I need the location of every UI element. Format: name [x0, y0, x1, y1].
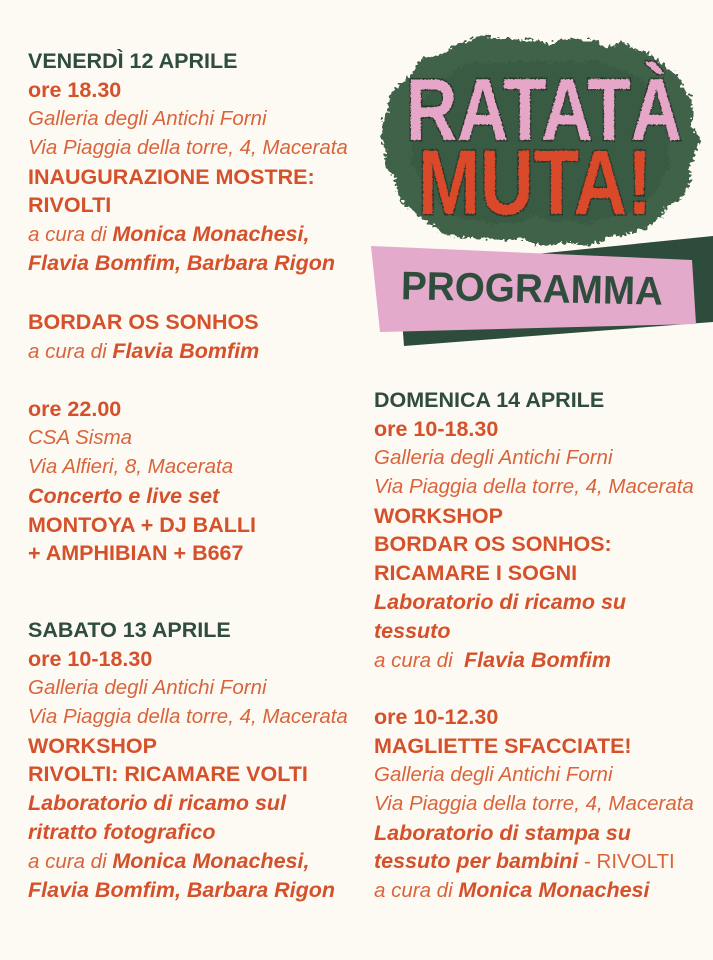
event-description-line1: Laboratorio di stampa su	[374, 820, 631, 845]
sunday-day-heading: DOMENICA 14 APRILE	[374, 388, 605, 412]
event-title: MAGLIETTE SFACCIATE!	[374, 733, 632, 758]
saturday-day-heading: SABATO 13 APRILE	[28, 618, 231, 642]
curator-prefix: a cura di	[28, 223, 113, 247]
event-description-suffix: - RIVOLTI	[578, 850, 675, 874]
event-venue: Galleria degli Antichi Forni	[374, 762, 613, 786]
curator-prefix: a cura di	[28, 339, 113, 363]
event-type: WORKSHOP	[28, 733, 157, 758]
event-venue: CSA Sisma	[28, 425, 133, 449]
event-curators-line1	[28, 847, 348, 876]
curator-names: Monica Monachesi,	[112, 222, 310, 247]
curator-prefix: a cura di	[374, 649, 465, 673]
event-lineup-line1: MONTOYA + DJ BALLI	[28, 512, 256, 537]
saturday-section	[28, 616, 348, 905]
event-time: ore 18.30	[28, 77, 122, 102]
event-lineup-line2: + AMPHIBIAN + B667	[28, 541, 244, 566]
event-venue: Galleria degli Antichi Forni	[28, 675, 267, 699]
event-description-text: tessuto per bambini	[374, 849, 579, 874]
friday-exhibition-section	[28, 308, 259, 366]
friday-day-heading: VENERDÌ 12 APRILE	[28, 49, 238, 73]
logo-word-muta: MUTA!	[418, 132, 652, 234]
curator-names: Flavia Bomfim	[112, 338, 260, 363]
event-time: ore 22.00	[28, 397, 122, 421]
event-description-line2: ritratto fotografico	[28, 820, 216, 845]
event-address: Via Piaggia della torre, 4, Macerata	[374, 791, 694, 815]
event-title: BORDAR OS SONHOS	[28, 310, 259, 334]
event-address: Via Piaggia della torre, 4, Macerata	[28, 704, 348, 728]
event-time: ore 10-18.30	[374, 416, 499, 441]
event-address: Via Piaggia della torre, 4, Macerata	[28, 135, 348, 159]
logo-word-ratata: RATATÀ	[406, 60, 682, 159]
event-description-line2: tessuto	[374, 619, 451, 644]
event-title-line2: RICAMARE I SOGNI	[374, 561, 578, 586]
event-curators	[374, 876, 694, 905]
event-curators	[28, 337, 259, 366]
friday-section	[28, 47, 348, 278]
curator-names: Monica Monachesi,	[112, 849, 310, 874]
event-description-line1: Laboratorio di ricamo sul	[28, 791, 287, 816]
friday-concert-section	[28, 395, 256, 568]
event-time: ore 10-12.30	[374, 705, 499, 729]
event-subtitle: Concerto e live set	[28, 483, 220, 508]
sunday-section	[374, 386, 694, 675]
logo	[384, 40, 696, 242]
curator-prefix: a cura di	[374, 879, 459, 903]
event-description-line1: Laboratorio di ricamo su	[374, 590, 627, 615]
curator-names: Flavia Bomfim	[464, 648, 611, 673]
event-title: RIVOLTI: RICAMARE VOLTI	[28, 762, 308, 787]
programma-banner	[371, 236, 713, 346]
event-title-line1: BORDAR OS SONHOS:	[374, 532, 612, 557]
event-curators-line1	[28, 220, 348, 249]
event-curators	[374, 646, 694, 675]
curator-names: Monica Monachesi	[458, 878, 650, 903]
curator-prefix: a cura di	[28, 850, 113, 874]
sunday-kids-workshop-section	[374, 703, 694, 905]
event-address: Via Piaggia della torre, 4, Macerata	[374, 474, 694, 498]
banner-title: PROGRAMMA	[400, 264, 673, 314]
event-title-line2: RIVOLTI	[28, 193, 112, 218]
event-time: ore 10-18.30	[28, 646, 153, 671]
event-address: Via Alfieri, 8, Macerata	[28, 454, 234, 478]
event-title-line1: INAUGURAZIONE MOSTRE:	[28, 164, 315, 189]
event-venue: Galleria degli Antichi Forni	[374, 445, 613, 469]
event-venue: Galleria degli Antichi Forni	[28, 106, 267, 130]
event-description-line2	[374, 847, 694, 876]
event-type: WORKSHOP	[374, 503, 503, 528]
event-curators-line2: Flavia Bomfim, Barbara Rigon	[28, 878, 336, 903]
event-curators-line2: Flavia Bomfim, Barbara Rigon	[28, 251, 336, 276]
